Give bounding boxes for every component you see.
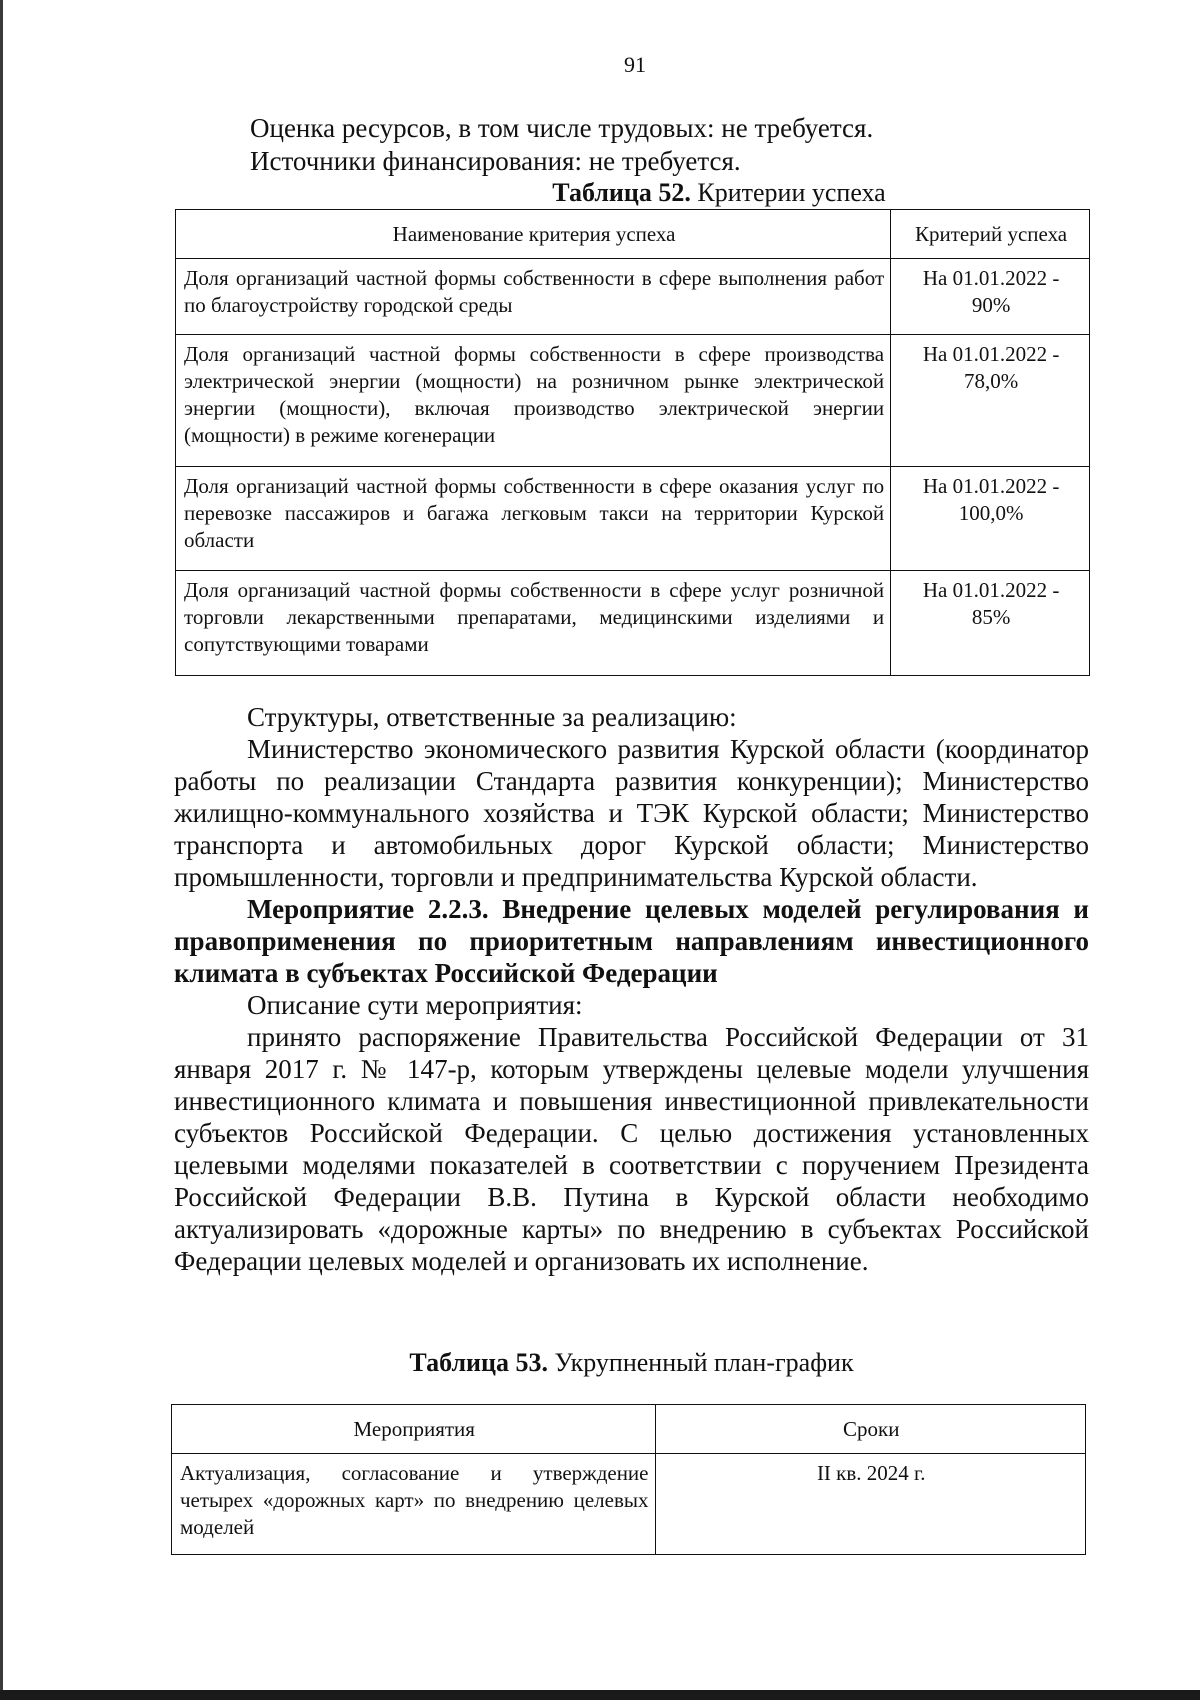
table-row <box>176 335 1090 467</box>
table53-header-row <box>172 1405 1086 1454</box>
table-row <box>176 259 1090 335</box>
measure-heading: Мероприятие 2.2.3. Внедрение целевых моделей регулирования и правоприменения по приоритетным направлениям инвестиционного климата в субъектах Российской Федерации <box>174 894 1089 988</box>
criterion-value <box>891 467 1090 571</box>
table-row <box>172 1454 1086 1555</box>
financing-line: Источники финансирования: не требуется. <box>250 146 741 176</box>
table-row <box>176 571 1090 676</box>
table53-caption-title: Укрупненный план-график <box>548 1348 854 1377</box>
structures-text: Министерство экономического развития Курской области (координатор работы по реализации Стандарта развития конкуренции); Министерство жилищно-коммунального хозяйства и ТЭК Курской области; Министерство транспорта и автомобильных дорог Курской области; Министерство промышленности, торговли и предпринимательства Курской области. <box>174 734 1089 892</box>
criterion-name: Доля организаций частной формы собственности в сфере производства электрической энергии (мощности) на розничном рынке электрической энергии (мощности), включая производство электрической энергии (мощности) в режиме когенерации <box>176 335 891 467</box>
table52-header-value: Критерий успеха <box>891 210 1090 259</box>
table52-header-name: Наименование критерия успеха <box>176 210 891 259</box>
structures-section <box>174 701 1089 1277</box>
scan-edge <box>0 0 3 1700</box>
page-number: 91 <box>624 52 646 77</box>
scan-edge <box>0 1690 1200 1700</box>
table52-caption-title: Критерии успеха <box>690 178 886 207</box>
criterion-percent: 78,0% <box>963 369 1019 393</box>
table53-header-activity: Мероприятия <box>172 1405 656 1454</box>
criterion-percent: 85% <box>971 605 1011 629</box>
table52-caption <box>174 177 1200 209</box>
criterion-date: На 01.01.2022 - <box>922 474 1060 498</box>
measure-description-label: Описание сути мероприятия: <box>247 990 583 1020</box>
criterion-percent: 100,0% <box>958 501 1024 525</box>
term-cell: II кв. 2024 г. <box>655 1454 1086 1555</box>
criterion-value <box>891 335 1090 467</box>
criterion-date: На 01.01.2022 - <box>922 266 1060 290</box>
criterion-value <box>891 259 1090 335</box>
table-row <box>176 467 1090 571</box>
table53-header-term: Сроки <box>655 1405 1086 1454</box>
table52 <box>175 209 1090 676</box>
criterion-name: Доля организаций частной формы собственности в сфере выполнения работ по благоустройству городской среды <box>176 259 891 335</box>
activity-cell: Актуализация, согласование и утверждение четырех «дорожных карт» по внедрению целевых моделей <box>172 1454 656 1555</box>
table52-caption-number: Таблица 52. <box>552 178 691 207</box>
criterion-name: Доля организаций частной формы собственности в сфере услуг розничной торговли лекарственными препаратами, медицинскими изделиями и сопутствующими товарами <box>176 571 891 676</box>
structures-label: Структуры, ответственные за реализацию: <box>247 702 737 732</box>
criterion-value <box>891 571 1090 676</box>
resources-line: Оценка ресурсов, в том числе трудовых: не требуется. <box>250 113 874 143</box>
table53 <box>171 1404 1086 1555</box>
criterion-name: Доля организаций частной формы собственности в сфере оказания услуг по перевозке пассажиров и багажа легковым такси на территории Курской области <box>176 467 891 571</box>
criterion-date: На 01.01.2022 - <box>922 342 1060 366</box>
criterion-date: На 01.01.2022 - <box>922 578 1060 602</box>
table52-header-row <box>176 210 1090 259</box>
table53-caption <box>174 1347 1089 1379</box>
criterion-percent: 90% <box>971 293 1011 317</box>
measure-description-text: принято распоряжение Правительства Российской Федерации от 31 января 2017 г. № 147-р, которым утверждены целевые модели улучшения инвестиционного климата и повышения инвестиционной привлекательности субъектов Российской Федерации. С целью достижения установленных целевыми моделями показателей в соответствии с поручением Президента Российской Федерации В.В. Путина в Курской области необходимо актуализировать «дорожные карты» по внедрению в субъектах Российской Федерации целевых моделей и организовать их исполнение. <box>174 1022 1089 1276</box>
table53-caption-number: Таблица 53. <box>409 1348 548 1377</box>
